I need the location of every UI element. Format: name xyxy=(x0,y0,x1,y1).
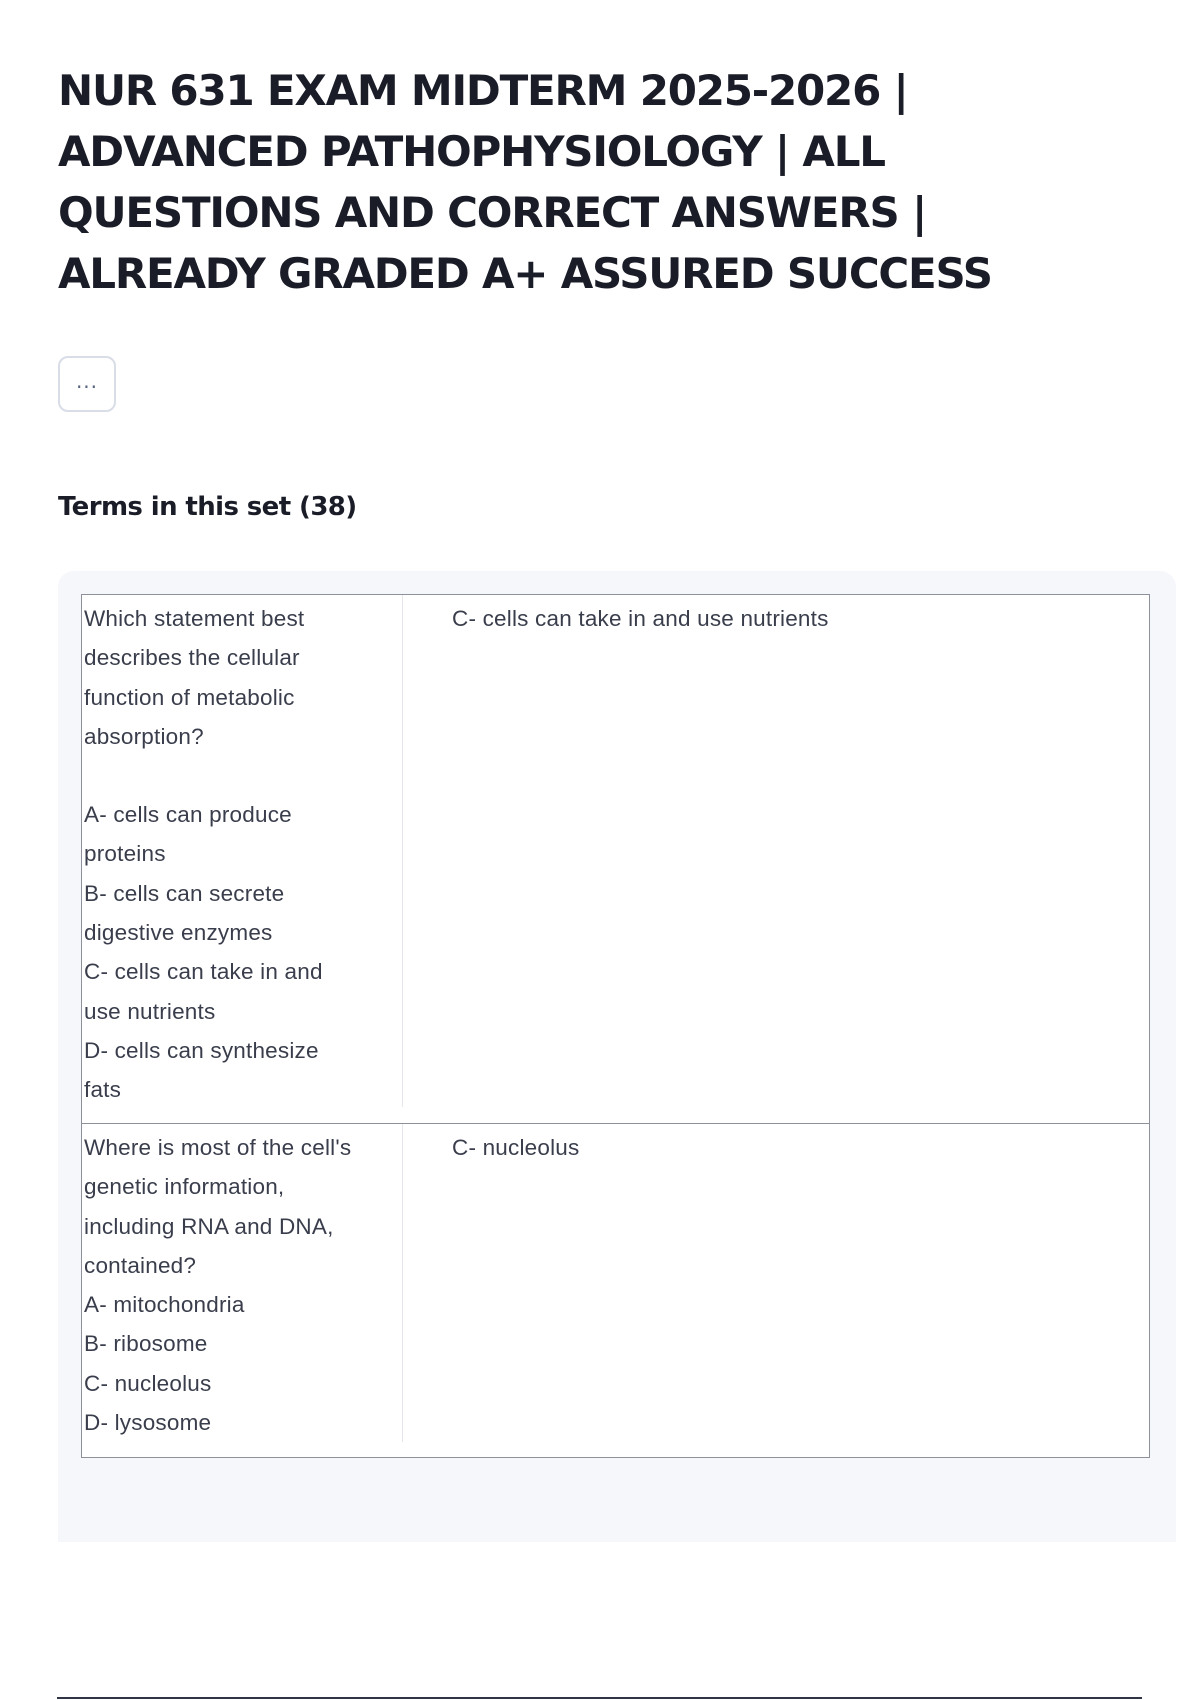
term-line: function of metabolic xyxy=(84,684,295,710)
term-line: use nutrients xyxy=(84,998,216,1024)
page-title-line: NUR 631 EXAM MIDTERM 2025-2026 | xyxy=(58,66,908,115)
term-line: B- cells can secrete xyxy=(84,880,285,906)
term-line: B- ribosome xyxy=(84,1331,208,1357)
term-line: genetic information, xyxy=(84,1174,285,1200)
term-line: including RNA and DNA, xyxy=(84,1213,334,1239)
term-line: Where is most of the cell's xyxy=(84,1135,352,1160)
term-line: contained? xyxy=(84,1252,197,1278)
terms-heading xyxy=(58,490,357,524)
term-line: describes the cellular xyxy=(84,645,300,671)
more-dots-icon: ... xyxy=(75,369,99,393)
more-options-button[interactable] xyxy=(58,356,116,412)
term-line: Which statement best xyxy=(84,606,305,631)
term-line: D- cells can synthesize xyxy=(84,1037,319,1063)
term-line: absorption? xyxy=(84,723,204,749)
term-text xyxy=(84,599,374,1110)
term-line: digestive enzymes xyxy=(84,920,273,946)
page-title-line: QUESTIONS AND CORRECT ANSWERS | xyxy=(58,188,927,237)
term-line: proteins xyxy=(84,841,166,867)
page-title xyxy=(58,60,1058,304)
footer-divider xyxy=(57,1697,1142,1699)
term-card xyxy=(81,594,1150,1124)
card-divider xyxy=(402,595,403,1107)
definition-text: C- cells can take in and use nutrients xyxy=(452,606,829,631)
term-blank-line xyxy=(84,756,374,795)
term-text xyxy=(84,1128,374,1442)
term-line: C- nucleolus xyxy=(84,1370,212,1396)
term-line: C- cells can take in and xyxy=(84,959,323,985)
term-card xyxy=(81,1123,1150,1458)
term-line: A- mitochondria xyxy=(84,1292,245,1318)
definition-text: C- nucleolus xyxy=(452,1135,580,1160)
term-line: fats xyxy=(84,1077,122,1103)
terms-heading-label: Terms in this set xyxy=(58,492,291,522)
page-title-line: ALREADY GRADED A+ ASSURED SUCCESS xyxy=(58,249,992,298)
term-line: D- lysosome xyxy=(84,1410,212,1436)
terms-count: ( 38 ) xyxy=(299,492,357,522)
term-line: A- cells can produce xyxy=(84,802,292,828)
page-title-line: ADVANCED PATHOPHYSIOLOGY | ALL xyxy=(58,127,885,176)
card-divider xyxy=(402,1124,403,1442)
